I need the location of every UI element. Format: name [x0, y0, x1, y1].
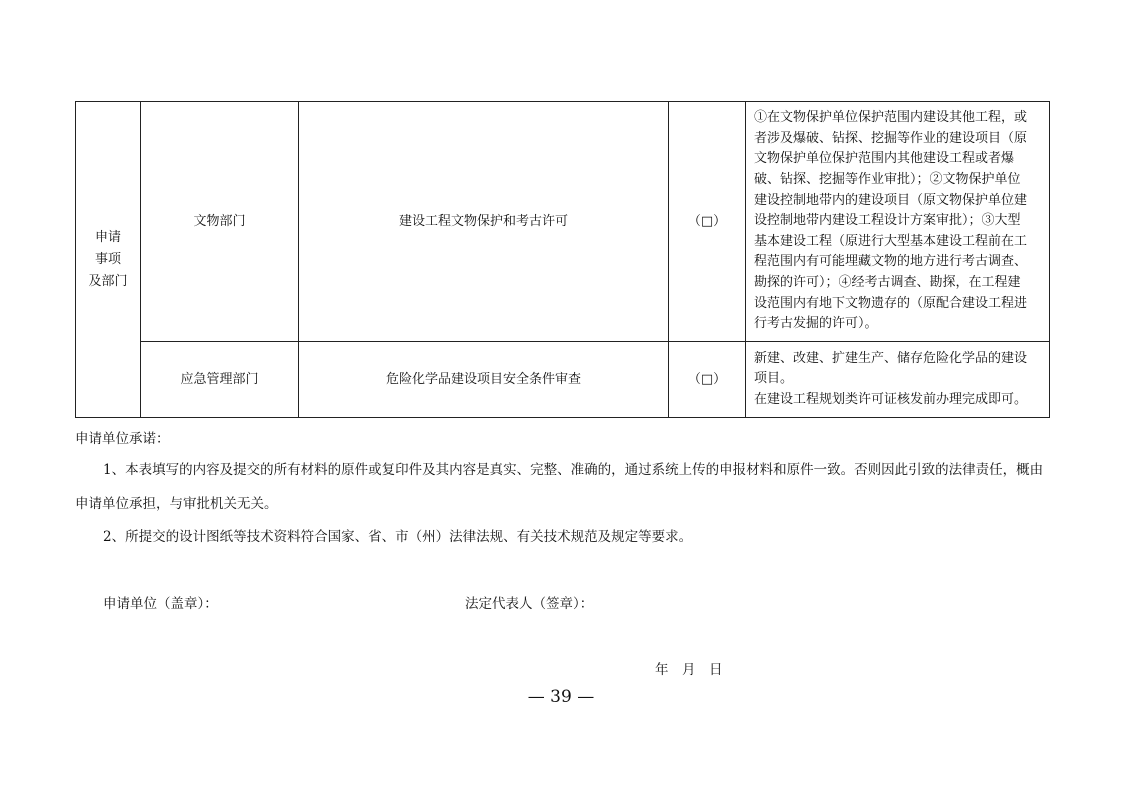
note-line: 项目。: [754, 371, 794, 387]
department-cell: 应急管理部门: [141, 342, 299, 418]
note-line: ①在文物保护单位保护范围内建设其他工程，或: [754, 110, 1028, 126]
note-line: 勘探的许可）；④经考古调查、勘探，在工程建: [754, 274, 1021, 290]
commitment-item-2: 2、所提交的设计图纸等技术资料符合国家、省、市（州）法律法规、有关技术规范及规定等要求。: [103, 529, 693, 545]
checkbox-cell[interactable]: （□）: [669, 102, 746, 342]
note-cell: [746, 342, 1050, 418]
note-line: 在建设工程规划类许可证核发前办理完成即可。: [754, 391, 1028, 407]
item-cell: 建设工程文物保护和考古许可: [299, 102, 669, 342]
note-line: 破、钻探、挖掘等作业审批）；②文物保护单位: [754, 172, 1021, 188]
note-line: 基本建设工程（原进行大型基本建设工程前在工: [754, 233, 1028, 249]
note-line: 者涉及爆破、钻探、挖掘等作业的建设项目（原: [754, 130, 1028, 146]
note-line: 新建、改建、扩建生产、储存危险化学品的建设: [754, 350, 1028, 366]
legal-representative-label: 法定代表人（签章）：: [465, 596, 594, 612]
category-cell: [76, 102, 141, 418]
category-line: 事项: [94, 251, 121, 267]
application-items-table: [75, 101, 1050, 418]
note-line: 程范围内有可能埋藏文物的地方进行考古调查、: [754, 254, 1028, 270]
page-number: — 39 —: [527, 687, 595, 707]
commitment-item-1: 1、本表填写的内容及提交的所有材料的原件或复印件及其内容是真实、完整、准确的，通过系统上传的申报材料和原件一致。否则因此引致的法律责任，概由申请单位承担，与审批机关无关。: [75, 462, 1044, 512]
applicant-seal-label: 申请单位（盖章）：: [103, 596, 218, 612]
table-row: [76, 102, 1050, 342]
note-line: 设范围内有地下文物遗存的（原配合建设工程进: [754, 295, 1028, 311]
note-line: 行考古发掘的许可）。: [754, 316, 878, 332]
commitment-heading: 申请单位承诺：: [75, 431, 170, 447]
date-label: 年 月 日: [655, 662, 723, 678]
checkbox-cell[interactable]: （□）: [669, 342, 746, 418]
note-cell: [746, 102, 1050, 342]
item-cell: 危险化学品建设项目安全条件审查: [299, 342, 669, 418]
note-line: 设控制地带内建设工程设计方案审批）；③大型: [754, 213, 1021, 229]
category-line: 及部门: [88, 273, 128, 289]
table-row: [76, 342, 1050, 418]
category-line: 申请: [94, 229, 121, 245]
note-line: 文物保护单位保护范围内其他建设工程或者爆: [754, 151, 1015, 167]
department-cell: 文物部门: [141, 102, 299, 342]
note-line: 建设控制地带内的建设项目（原文物保护单位建: [754, 192, 1028, 208]
